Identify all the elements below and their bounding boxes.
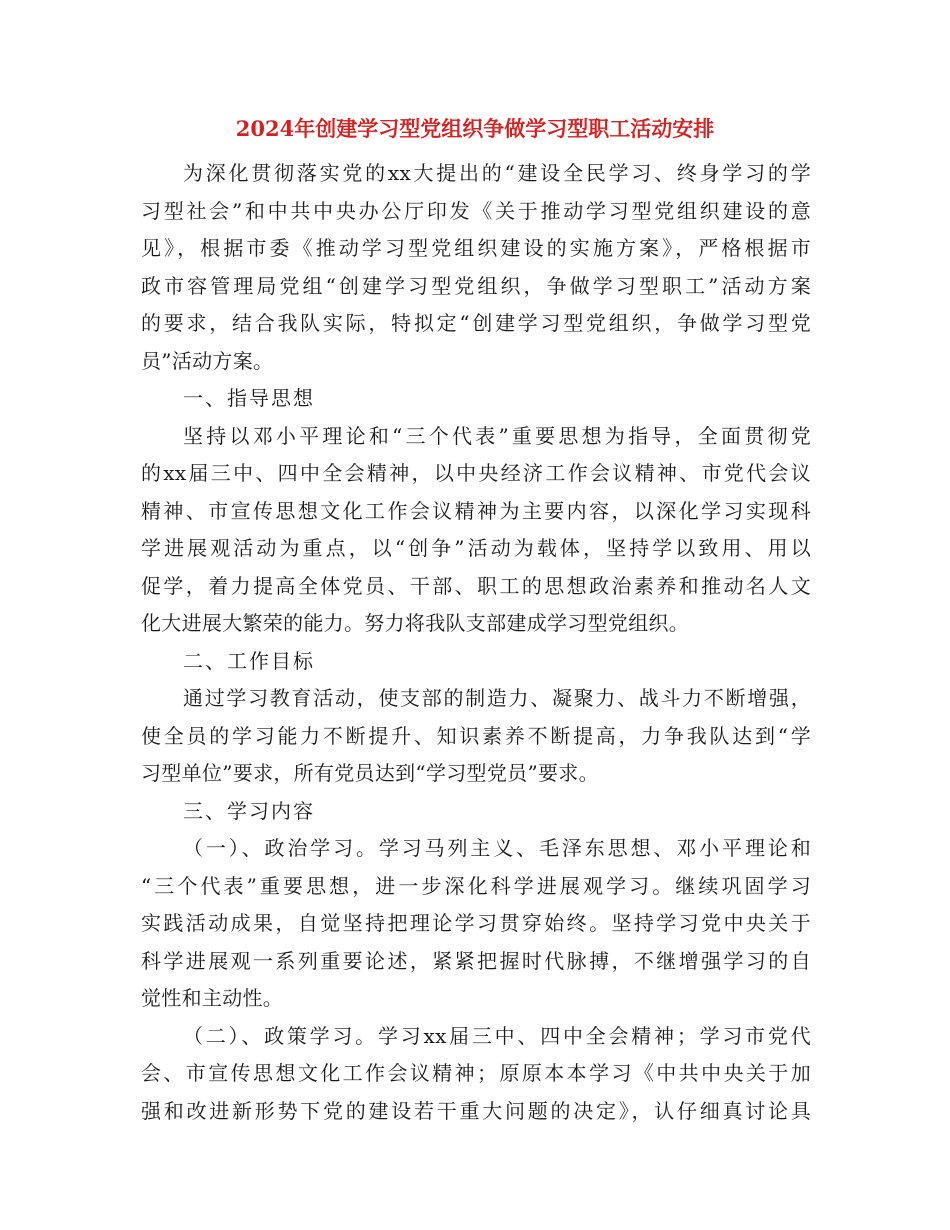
paragraph-line: 的xx届三中、四中全会精神，以中央经济工作会议精神、市党代会议: [141, 461, 811, 485]
paragraph-line: 政市容管理局党组“创建学习型党组织，争做学习型职工”活动方案: [141, 274, 811, 298]
section-heading: 三、学习内容: [183, 799, 315, 823]
paragraph-line: 通过学习教育活动，使支部的制造力、凝聚力、战斗力不断增强，: [183, 686, 811, 710]
paragraph-line: 使全员的学习能力不断提升、知识素养不断提高，力争我队达到“学: [141, 724, 811, 748]
paragraph-line: 科学进展观一系列重要论述，紧紧把握时代脉搏，不继增强学习的自: [141, 949, 811, 973]
paragraph-line: 强和改进新形势下党的建设若干重大问题的决定》，认仔细真讨论具: [141, 1099, 811, 1123]
paragraph-line: 精神、市宣传思想文化工作会议精神为主要内容，以深化学习实现科: [141, 499, 811, 523]
paragraph-line: 学进展观活动为重点，以“创争”活动为载体，坚持学以致用、用以: [141, 536, 811, 560]
paragraph-line: 为深化贯彻落实党的xx大提出的“建设全民学习、终身学习的学: [183, 161, 811, 185]
section-heading: 二、工作目标: [183, 649, 315, 673]
paragraph-line: 员”活动方案。: [141, 349, 274, 373]
paragraph-line: 习型单位”要求，所有党员达到“学习型党员”要求。: [141, 761, 599, 785]
paragraph-line: 觉性和主动性。: [141, 986, 284, 1010]
document-title: 2024年创建学习型党组织争做学习型职工活动安排: [235, 116, 715, 141]
paragraph-line: 会、市宣传思想文化工作会议精神；原原本本学习《中共中央关于加: [141, 1061, 811, 1085]
section-heading: 一、指导思想: [183, 386, 315, 410]
paragraph-line: “三个代表”重要思想，进一步深化科学进展观学习。继续巩固学习: [141, 874, 811, 898]
paragraph-line: （二）、政策学习。学习xx届三中、四中全会精神；学习市党代: [183, 1024, 811, 1048]
paragraph-line: 的要求，结合我队实际，特拟定“创建学习型党组织，争做学习型党: [141, 311, 811, 335]
paragraph-line: 坚持以邓小平理论和“三个代表”重要思想为指导，全面贯彻党: [183, 424, 811, 448]
paragraph-line: 见》，根据市委《推动学习型党组织建设的实施方案》，严格根据市: [141, 236, 811, 260]
paragraph-line: 习型社会”和中共中央办公厅印发《关于推动学习型党组织建设的意: [141, 199, 811, 223]
paragraph-line: 促学，着力提高全体党员、干部、职工的思想政治素养和推动名人文: [141, 574, 811, 598]
paragraph-line: （一）、政治学习。学习马列主义、毛泽东思想、邓小平理论和: [183, 836, 811, 860]
paragraph-line: 化大进展大繁荣的能力。努力将我队支部建成学习型党组织。: [141, 611, 690, 635]
paragraph-line: 实践活动成果，自觉坚持把理论学习贯穿始终。坚持学习党中央关于: [141, 911, 811, 935]
